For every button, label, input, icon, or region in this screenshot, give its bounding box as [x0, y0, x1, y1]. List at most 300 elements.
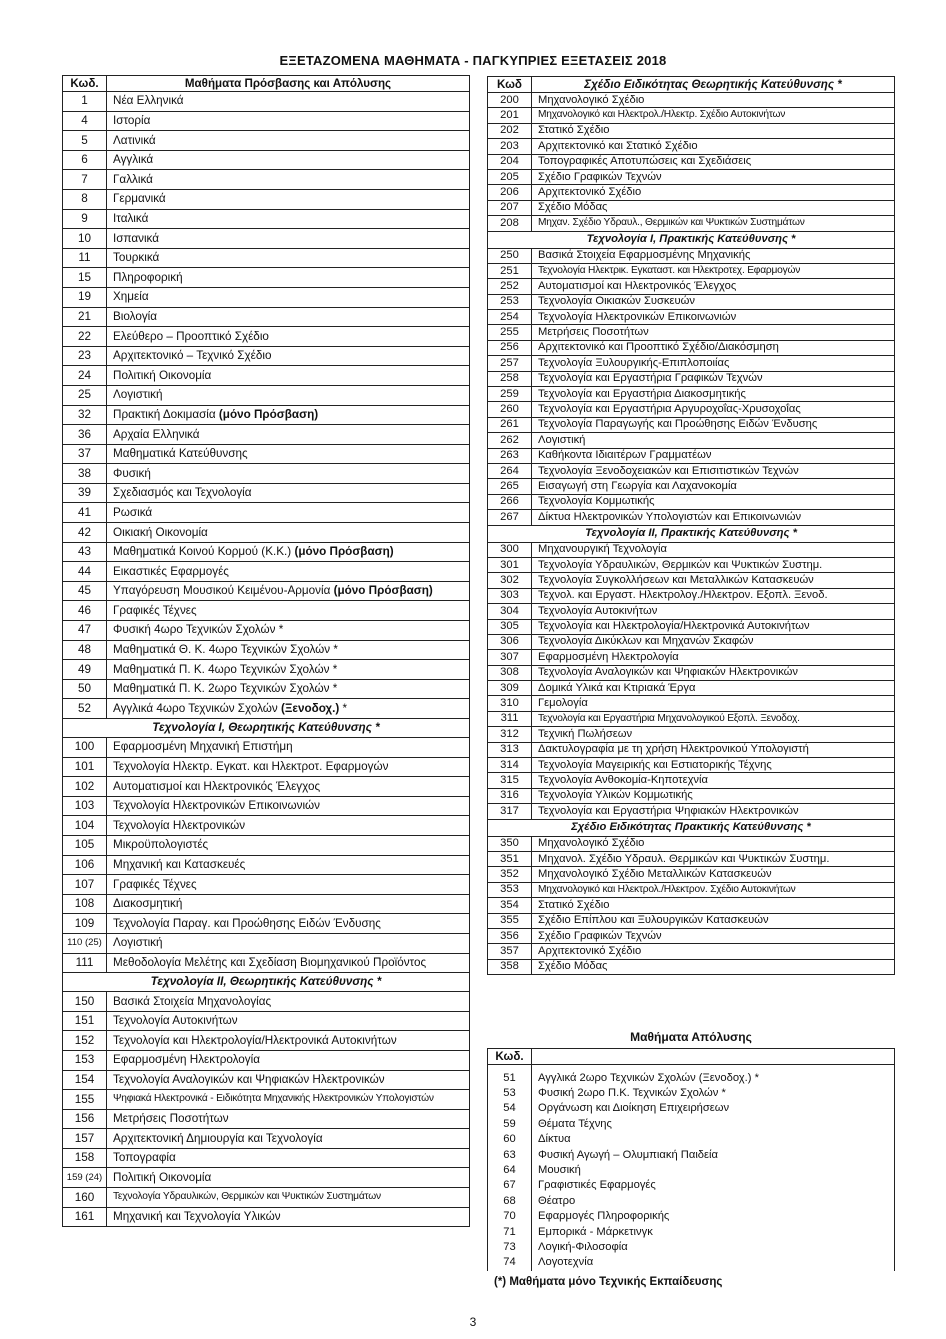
table-row — [488, 139, 895, 154]
table-row — [63, 777, 470, 797]
subject-code: 261 — [488, 417, 532, 432]
subject-name — [107, 914, 470, 934]
subject-name — [107, 816, 470, 836]
subject-name — [532, 898, 895, 913]
subject-code: 202 — [488, 123, 532, 138]
subject-code: 63 — [488, 1147, 532, 1162]
subject-name — [107, 660, 470, 680]
table-row — [488, 634, 895, 649]
subject-name — [107, 601, 470, 621]
subject-name — [107, 679, 470, 699]
subject-name-text: Αρχιτεκτονική Δημιουργία και Τεχνολογία — [113, 1131, 323, 1145]
section-title: Σχέδιο Ειδικότητας Πρακτικής Κατεύθυνσης * — [488, 819, 895, 836]
subject-code: 104 — [63, 816, 107, 836]
subject-code: 154 — [63, 1070, 107, 1090]
subjects-header — [532, 1049, 895, 1065]
apolysis-title: Μαθήματα Απόλυσης — [630, 1030, 752, 1044]
table-row — [488, 804, 895, 819]
subject-code: 111 — [63, 953, 107, 973]
subject-name-text: Μικροϋπολογιστές — [113, 838, 209, 852]
table-row — [63, 327, 470, 347]
subject-name — [532, 169, 895, 184]
table-row — [63, 875, 470, 895]
table-row — [488, 851, 895, 866]
subject-code: 32 — [63, 405, 107, 425]
subject-name — [107, 757, 470, 777]
subject-name-text: Τεχνολογία Ηλεκτρ. Εγκατ. και Ηλεκτροτ. Εφαρμογών — [113, 760, 389, 774]
table-row — [63, 835, 470, 855]
subject-code: 267 — [488, 510, 532, 525]
table-row — [488, 758, 895, 773]
table-row — [488, 279, 895, 294]
section-header-row — [63, 719, 470, 738]
subject-code: 47 — [63, 621, 107, 641]
table-row — [488, 123, 895, 138]
subject-code: 1 — [63, 92, 107, 112]
table-row — [63, 1148, 470, 1168]
subject-name — [107, 1090, 470, 1110]
table-row — [488, 356, 895, 371]
subject-name — [532, 742, 895, 757]
subject-name — [532, 108, 895, 123]
subject-code: 351 — [488, 851, 532, 866]
subject-name-text: Εμπορικά - Μάρκετινγκ — [538, 1225, 653, 1238]
table-row — [63, 248, 470, 268]
subject-name — [107, 855, 470, 875]
subject-name — [532, 882, 895, 897]
subject-name — [532, 619, 895, 634]
subject-name-text: Φυσική 2ωρο Π.Κ. Τεχνικών Σχολών * — [538, 1086, 726, 1099]
subject-code: 263 — [488, 448, 532, 463]
subject-name — [107, 444, 470, 464]
table-row — [488, 93, 895, 108]
subject-name-text: Σχέδιο Μόδας — [538, 960, 608, 973]
subject-code: 159 (24) — [63, 1168, 107, 1188]
table-row — [63, 699, 470, 719]
subject-name — [107, 777, 470, 797]
subject-code: 358 — [488, 959, 532, 974]
subject-name-text: Μαθηματικά Π. Κ. 2ωρο Τεχνικών Σχολών * — [113, 682, 338, 696]
subject-code: 205 — [488, 169, 532, 184]
subject-code: 54 — [488, 1101, 532, 1116]
subject-name-text: Μεθοδολογία Μελέτης και Σχεδίαση Βιομηχανικού Προϊόντος — [113, 955, 427, 969]
subject-name — [532, 836, 895, 851]
table-row — [488, 1147, 895, 1162]
subject-name — [532, 928, 895, 943]
subject-code: 67 — [488, 1178, 532, 1193]
section-title: Τεχνολογία ΙΙ, Πρακτικής Κατεύθυνσης * — [488, 525, 895, 542]
subject-name-text: Μαθηματικά Π. Κ. 4ωρο Τεχνικών Σχολών * — [113, 662, 338, 676]
subject-name — [532, 1163, 895, 1178]
table-row — [63, 933, 470, 953]
subject-name — [107, 92, 470, 112]
subject-code: 110 (25) — [63, 933, 107, 953]
subject-code: 316 — [488, 788, 532, 803]
subject-code: 70 — [488, 1209, 532, 1224]
subject-code: 50 — [63, 679, 107, 699]
subject-name — [532, 510, 895, 525]
subject-name-text: Τεχνολογία Ξενοδοχειακών και Επισιτιστικών Τεχνών — [538, 464, 799, 477]
subject-code: 203 — [488, 139, 532, 154]
subject-name — [532, 867, 895, 882]
table-row — [63, 1207, 470, 1227]
subject-name — [532, 711, 895, 726]
table-row — [63, 111, 470, 131]
section-title: Τεχνολογία ΙΙ, Θεωρητικής Κατεύθυνσης * — [63, 973, 470, 992]
subject-code: 8 — [63, 189, 107, 209]
subject-name-text: Μηχαν. Σχέδιο Υδραυλ., Θερμικών και Ψυκτικών Συστημάτων — [538, 217, 805, 229]
subject-name — [107, 699, 470, 719]
subject-name-text: Δομικά Υλικά και Κτιριακά Έργα — [538, 681, 696, 694]
subject-code: 256 — [488, 340, 532, 355]
table-row — [63, 385, 470, 405]
subject-name-text: Ελεύθερο – Προοπτικό Σχέδιο — [113, 329, 269, 343]
subject-code: 101 — [63, 757, 107, 777]
subject-name — [532, 604, 895, 619]
subject-name-text: Μαθηματικά Θ. Κ. 4ωρο Τεχνικών Σχολών * — [113, 643, 338, 657]
subject-code: 208 — [488, 216, 532, 231]
subject-name-text: Τεχνολογία Ηλεκτρικ. Εγκαταστ. και Ηλεκτροτεχ. Εφαρμογών — [538, 265, 801, 276]
table-row — [488, 1178, 895, 1193]
subject-code: 39 — [63, 483, 107, 503]
subject-code: 250 — [488, 248, 532, 263]
subject-note-tail: * — [339, 701, 348, 715]
subject-name-text: Φυσική Αγωγή – Ολυμπιακή Παιδεία — [538, 1148, 718, 1161]
table-row — [488, 494, 895, 509]
table-row — [488, 742, 895, 757]
subject-code: 45 — [63, 581, 107, 601]
subject-code: 304 — [488, 604, 532, 619]
subject-code: 314 — [488, 758, 532, 773]
subject-name — [107, 1050, 470, 1070]
subject-code: 350 — [488, 836, 532, 851]
subject-name-text: Υπαγόρευση Μουσικού Κειμένου-Αρμονία — [113, 584, 334, 598]
subject-name-text: Μαθηματικά Κατεύθυνσης — [113, 447, 248, 461]
subject-name — [532, 588, 895, 603]
subject-code: 207 — [488, 200, 532, 215]
table-row — [63, 523, 470, 543]
subject-name-text: Λογιστική — [113, 388, 163, 402]
table-row — [488, 1163, 895, 1178]
table-row — [63, 581, 470, 601]
subject-code: 259 — [488, 387, 532, 402]
table-row — [488, 604, 895, 619]
table-row — [63, 660, 470, 680]
table-row — [488, 867, 895, 882]
subject-name — [532, 371, 895, 386]
subject-name-text: Αρχιτεκτονικό Σχέδιο — [538, 944, 642, 957]
subject-name-text: Αρχαία Ελληνικά — [113, 427, 200, 441]
subject-code: 257 — [488, 356, 532, 371]
subject-name-text: Μουσική — [538, 1163, 581, 1176]
subject-name — [532, 804, 895, 819]
table-row — [63, 1168, 470, 1188]
subject-name-text: Τεχνολογία Δικύκλων και Μηχανών Σκαφών — [538, 635, 754, 648]
subject-name — [532, 1132, 895, 1147]
subject-name-text: Τεχνολογία και Εργαστήρια Αργυροχοΐας-Χρυσοχοΐας — [538, 403, 801, 416]
code-header: Κωδ. — [63, 76, 107, 92]
section-header-row — [488, 231, 895, 248]
subject-name — [107, 464, 470, 484]
table-row — [63, 621, 470, 641]
subject-code: 161 — [63, 1207, 107, 1227]
subject-name-text: Τεχνολογία Αυτοκινήτων — [113, 1014, 238, 1028]
subject-code: 307 — [488, 650, 532, 665]
subject-name-text: Τεχνολογία Υδραυλικών, Θερμικών και Ψυκτικών Συστημ. — [538, 558, 823, 571]
table-row — [488, 681, 895, 696]
subject-name — [107, 229, 470, 249]
subjects-header: Μαθήματα Πρόσβασης και Απόλυσης — [107, 76, 470, 92]
subject-code: 53 — [488, 1086, 532, 1101]
table-row — [488, 402, 895, 417]
subject-code: 106 — [63, 855, 107, 875]
subject-code: 7 — [63, 170, 107, 190]
subject-code: 23 — [63, 346, 107, 366]
table-row — [488, 619, 895, 634]
subject-name — [532, 123, 895, 138]
subject-name — [107, 189, 470, 209]
subject-name — [107, 1109, 470, 1129]
table-row — [488, 1255, 895, 1270]
subject-code: 52 — [63, 699, 107, 719]
subject-name-text: Τοπογραφικές Αποτυπώσεις και Σχεδιάσεις — [538, 155, 752, 168]
subject-name-text: Τεχνολογία και Εργαστήρια Γραφικών Τεχνών — [538, 372, 763, 385]
table-row — [488, 913, 895, 928]
subject-code: 200 — [488, 93, 532, 108]
subject-name-text: Εισαγωγή στη Γεωργία και Λαχανοκομία — [538, 479, 737, 492]
subject-name-text: Φυσική — [113, 466, 151, 480]
subject-code: 206 — [488, 185, 532, 200]
subject-code: 152 — [63, 1031, 107, 1051]
subject-name-text: Τεχνολογία Ηλεκτρονικών Επικοινωνιών — [538, 310, 737, 323]
table-row — [488, 1101, 895, 1116]
table-row — [488, 1224, 895, 1239]
table-row — [63, 992, 470, 1012]
subject-name-text: Εφαρμοσμένη Μηχανική Επιστήμη — [113, 740, 293, 754]
subject-name-text: Δίκτυα Ηλεκτρονικών Υπολογιστών και Επικοινωνιών — [538, 510, 802, 523]
subject-name-text: Ιστορία — [113, 114, 151, 128]
subject-name-text: Γραφικές Τέχνες — [113, 877, 197, 891]
subject-name — [532, 216, 895, 231]
subject-name-text: Τεχνολογία Κομμωτικής — [538, 495, 655, 508]
subject-name-text: Αρχιτεκτονικό και Προοπτικό Σχέδιο/Διακόσμηση — [538, 341, 779, 354]
table-row — [63, 562, 470, 582]
subject-code: 38 — [63, 464, 107, 484]
subject-code: 21 — [63, 307, 107, 327]
table-row — [488, 696, 895, 711]
subject-name — [107, 307, 470, 327]
subject-name-text: Γερμανικά — [113, 192, 166, 206]
subject-name — [107, 483, 470, 503]
subject-name — [107, 953, 470, 973]
table-row — [488, 108, 895, 123]
subject-name-text: Στατικό Σχέδιο — [538, 898, 610, 911]
table-row — [63, 757, 470, 777]
subject-code: 354 — [488, 898, 532, 913]
table-row — [488, 727, 895, 742]
subject-name — [532, 154, 895, 169]
table-row — [488, 448, 895, 463]
subject-name-text: Μηχανολογικό Σχέδιο Μεταλλικών Κατασκευών — [538, 867, 772, 880]
subject-name-text: Αρχιτεκτονικό Σχέδιο — [538, 185, 642, 198]
subject-name-text: Αγγλικά 2ωρο Τεχνικών Σχολών (Ξενοδοχ.) * — [538, 1071, 759, 1084]
table-row — [63, 464, 470, 484]
table-row — [63, 189, 470, 209]
subject-code: 10 — [63, 229, 107, 249]
subject-name — [107, 405, 470, 425]
subject-name-text: Τεχνολογία Οικιακών Συσκευών — [538, 295, 695, 308]
table-row — [488, 542, 895, 557]
subject-code: 108 — [63, 894, 107, 914]
subject-name — [532, 200, 895, 215]
subject-name — [532, 417, 895, 432]
subject-name-text: Λογιστική — [113, 936, 163, 950]
subject-name — [107, 111, 470, 131]
subject-code: 4 — [63, 111, 107, 131]
subject-name — [532, 1240, 895, 1255]
subject-name — [107, 131, 470, 151]
subject-code: 71 — [488, 1224, 532, 1239]
subject-name-text: Τεχνολογία Ανθοκομία-Κηποτεχνία — [538, 774, 708, 786]
table-row — [63, 914, 470, 934]
subject-code: 150 — [63, 992, 107, 1012]
subject-name-text: Βασικά Στοιχεία Μηχανολογίας — [113, 994, 272, 1008]
table-row — [63, 738, 470, 758]
subject-code: 151 — [63, 1011, 107, 1031]
subject-name — [532, 913, 895, 928]
subject-name-text: Τεχνολογία και Εργαστήρια Μηχανολογικού Εξοπλ. Ξενοδοχ. — [538, 712, 800, 724]
subject-name-text: Ρωσικά — [113, 505, 153, 519]
table-row — [63, 1070, 470, 1090]
subject-code: 265 — [488, 479, 532, 494]
table-row — [488, 340, 895, 355]
subject-code: 315 — [488, 773, 532, 788]
table-row — [488, 665, 895, 680]
subject-name-text: Γραφικές Τέχνες — [113, 603, 197, 617]
table-row — [63, 209, 470, 229]
table-row — [63, 1129, 470, 1149]
footnote: (*) Μαθήματα μόνο Τεχνικής Εκπαίδευσης — [494, 1276, 723, 1288]
table-row — [488, 1132, 895, 1147]
subject-name — [107, 894, 470, 914]
subject-code: 107 — [63, 875, 107, 895]
subject-name-text: Βιολογία — [113, 309, 158, 323]
subject-code: 158 — [63, 1148, 107, 1168]
subject-name — [107, 1070, 470, 1090]
table-row — [63, 1050, 470, 1070]
subject-name — [107, 385, 470, 405]
subject-name — [532, 758, 895, 773]
subject-code: 352 — [488, 867, 532, 882]
subject-name — [532, 279, 895, 294]
subject-code: 11 — [63, 248, 107, 268]
subject-name-text: Μετρήσεις Ποσοτήτων — [538, 326, 649, 339]
table-row — [488, 928, 895, 943]
table-row — [488, 169, 895, 184]
subject-name — [532, 959, 895, 974]
table-row — [63, 170, 470, 190]
table-row — [63, 1188, 470, 1208]
subject-name-text: Πληροφορική — [113, 270, 183, 284]
subject-name-text: Τεχνολογία και Ηλεκτρολογία/Ηλεκτρονικά Αυτοκινήτων — [538, 620, 810, 633]
subject-name — [532, 310, 895, 325]
subject-code: 254 — [488, 310, 532, 325]
subject-code: 356 — [488, 928, 532, 943]
subject-code: 102 — [63, 777, 107, 797]
table-row — [488, 387, 895, 402]
subject-name-text: Ισπανικά — [113, 231, 160, 245]
subject-name-text: Τεχνική Πωλήσεων — [538, 727, 633, 740]
subject-name — [107, 562, 470, 582]
subject-code: 19 — [63, 287, 107, 307]
subject-name — [532, 433, 895, 448]
subject-name-text: Λογοτεχνία — [538, 1256, 594, 1269]
subject-name-text: Αυτοματισμοί και Ηλεκτρονικός Έλεγχος — [113, 779, 321, 793]
code-header: Κωδ — [488, 77, 532, 93]
subject-code: 355 — [488, 913, 532, 928]
table-row — [63, 444, 470, 464]
subject-code: 9 — [63, 209, 107, 229]
table-row — [488, 263, 895, 278]
subject-name-text: Τεχνολογία Μαγειρικής και Εστιατορικής Τέχνης — [538, 758, 772, 771]
table-row — [63, 366, 470, 386]
table-row — [63, 229, 470, 249]
subject-code: 302 — [488, 573, 532, 588]
subject-name — [107, 1207, 470, 1227]
code-header: Κωδ. — [488, 1049, 532, 1065]
subject-code: 252 — [488, 279, 532, 294]
table-row — [488, 185, 895, 200]
table-row — [488, 463, 895, 478]
subject-name-text: Σχέδιο Γραφικών Τεχνών — [538, 929, 662, 942]
subject-name — [532, 1178, 895, 1193]
subject-name — [532, 340, 895, 355]
subject-code: 309 — [488, 681, 532, 696]
table-row — [63, 405, 470, 425]
subject-name-text: Εφαρμοσμένη Ηλεκτρολογία — [538, 650, 679, 663]
subject-code: 201 — [488, 108, 532, 123]
subject-code: 22 — [63, 327, 107, 347]
subjects-header: Σχέδιο Ειδικότητας Θεωρητικής Κατεύθυνσης * — [532, 77, 895, 93]
subject-name-text: Θέματα Τέχνης — [538, 1117, 612, 1130]
table-row — [488, 773, 895, 788]
subject-name-text: Μηχανική και Τεχνολογία Υλικών — [113, 1210, 281, 1224]
subject-name-text: Πολιτική Οικονομία — [113, 368, 212, 382]
subject-name — [532, 557, 895, 572]
table-row — [488, 510, 895, 525]
subject-name — [107, 1188, 470, 1208]
subject-name — [532, 93, 895, 108]
subject-code: 74 — [488, 1255, 532, 1270]
subject-name — [107, 1148, 470, 1168]
subject-name-text: Τεχνολογία Παραγωγής και Προώθησης Ειδών Ένδυσης — [538, 418, 818, 431]
subject-name-text: Αυτοματισμοί και Ηλεκτρονικός Έλεγχος — [538, 279, 737, 292]
subject-name — [532, 944, 895, 959]
table-row — [488, 650, 895, 665]
table-row — [488, 588, 895, 603]
table-row — [63, 268, 470, 288]
subject-name — [532, 1255, 895, 1270]
subject-name-text: Βασικά Στοιχεία Εφαρμοσμένης Μηχανικής — [538, 249, 751, 262]
subject-name — [107, 542, 470, 562]
subject-name-text: Ιταλικά — [113, 212, 149, 225]
table-row — [488, 959, 895, 974]
subject-name-text: Αγγλικά 4ωρο Τεχνικών Σχολών — [113, 701, 281, 715]
table-row — [63, 601, 470, 621]
table-row — [63, 1109, 470, 1129]
table-row — [488, 882, 895, 897]
subject-name-text: Μηχανολογικό και Ηλεκτρολ./Ηλεκτρον. Σχέδιο Αυτοκινήτων — [538, 883, 796, 895]
